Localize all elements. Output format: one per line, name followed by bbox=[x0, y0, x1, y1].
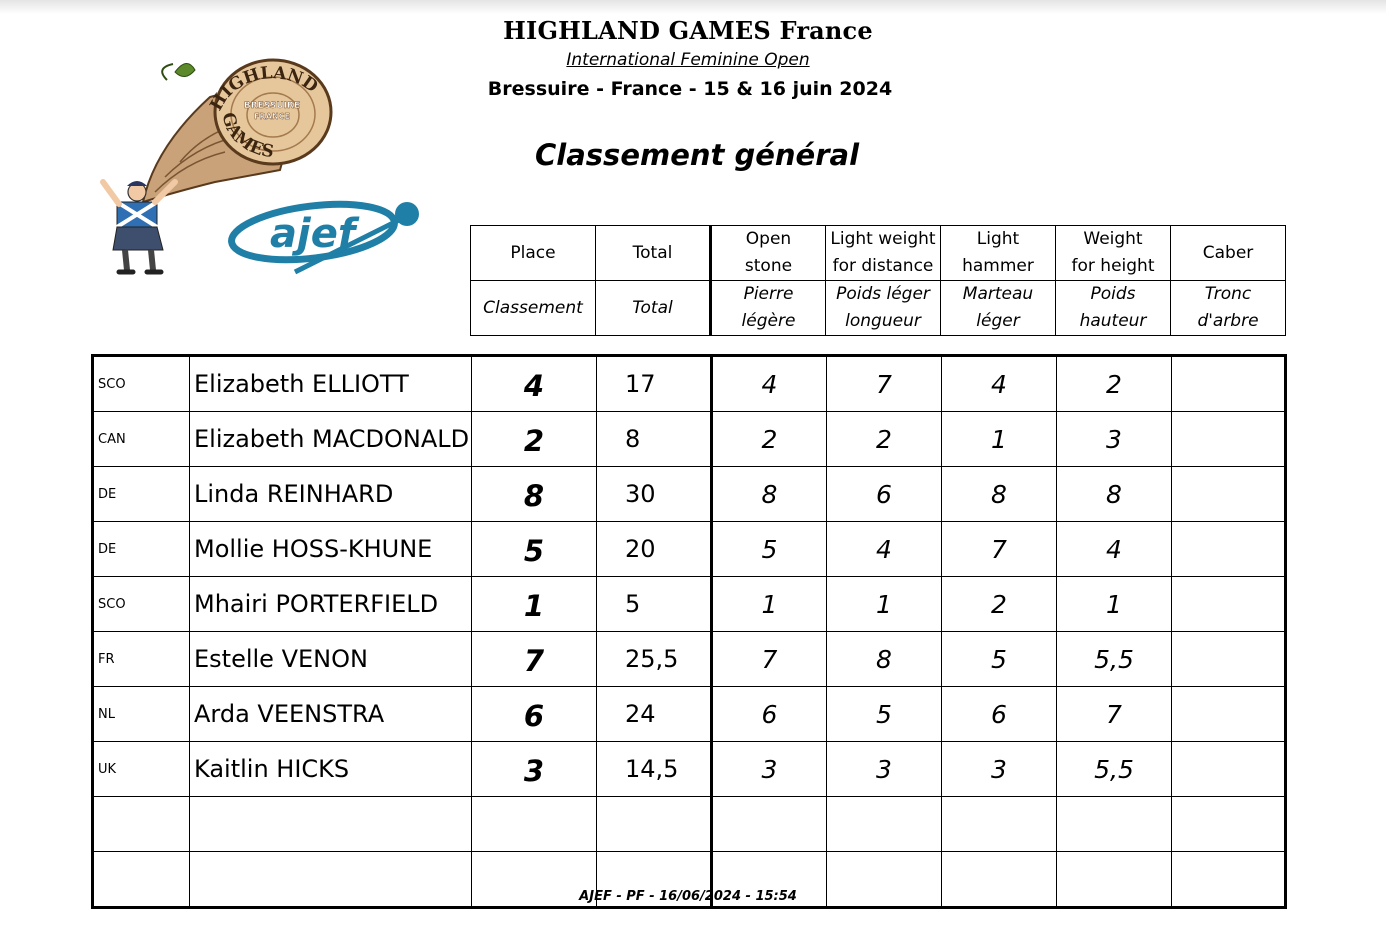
place: 4 bbox=[472, 356, 597, 412]
country-code bbox=[93, 797, 190, 852]
country-code: CAN bbox=[93, 412, 190, 467]
table-row bbox=[93, 577, 1286, 632]
weight-height-score: 4 bbox=[1057, 522, 1172, 577]
place: 2 bbox=[472, 412, 597, 467]
open-stone-score: 1 bbox=[712, 577, 827, 632]
weight-height-score: 1 bbox=[1057, 577, 1172, 632]
weight-height-score: 8 bbox=[1057, 467, 1172, 522]
ajef-logo-text: ajef bbox=[270, 211, 356, 257]
total-points: 20 bbox=[597, 522, 712, 577]
col-header-total-fr: Total bbox=[596, 281, 711, 336]
table-row bbox=[93, 687, 1286, 742]
top-shade bbox=[0, 0, 1386, 14]
light-hammer-score: 4 bbox=[942, 356, 1057, 412]
open-stone-score: 6 bbox=[712, 687, 827, 742]
athlete-name: Estelle VENON bbox=[190, 632, 472, 687]
place: 3 bbox=[472, 742, 597, 797]
col-header-caber: Caber bbox=[1171, 226, 1286, 281]
logo-text-bressuire: BRESSUIRE bbox=[243, 101, 301, 111]
open-stone-score: 5 bbox=[712, 522, 827, 577]
light-hammer-score: 6 bbox=[942, 687, 1057, 742]
open-stone-score: 7 bbox=[712, 632, 827, 687]
table-row bbox=[93, 742, 1286, 797]
light-weight-score: 2 bbox=[827, 412, 942, 467]
light-weight-score: 3 bbox=[827, 742, 942, 797]
table-row bbox=[93, 467, 1286, 522]
col-header-total: Total bbox=[596, 226, 711, 281]
footer-timestamp: AJEF - PF - 16/06/2024 - 15:54 bbox=[579, 889, 797, 904]
table-row bbox=[93, 356, 1286, 412]
total-points bbox=[597, 797, 712, 852]
highland-games-logo bbox=[95, 52, 430, 287]
athlete-name: Kaitlin HICKS bbox=[190, 742, 472, 797]
light-hammer-score: 2 bbox=[942, 577, 1057, 632]
total-points: 24 bbox=[597, 687, 712, 742]
caber-score bbox=[1172, 742, 1286, 797]
weight-height-score bbox=[1057, 797, 1172, 852]
country-code: DE bbox=[93, 467, 190, 522]
athlete-name bbox=[190, 797, 472, 852]
col-header-classement: Classement bbox=[471, 281, 596, 336]
caber-score bbox=[1172, 577, 1286, 632]
place: 5 bbox=[472, 522, 597, 577]
light-hammer-score: 3 bbox=[942, 742, 1057, 797]
col-header-pierre-legere: Pierre légère bbox=[711, 281, 826, 336]
country-code: SCO bbox=[93, 356, 190, 412]
caber-score bbox=[1172, 522, 1286, 577]
table-row bbox=[93, 522, 1286, 577]
logo-text-bottom: GAMES bbox=[217, 110, 276, 163]
logo-text-top: HIGHLAND bbox=[206, 63, 322, 115]
light-weight-score: 1 bbox=[827, 577, 942, 632]
country-code: NL bbox=[93, 687, 190, 742]
total-points: 14,5 bbox=[597, 742, 712, 797]
country-code: SCO bbox=[93, 577, 190, 632]
open-stone-score: 8 bbox=[712, 467, 827, 522]
open-stone-score: 3 bbox=[712, 742, 827, 797]
light-weight-score: 7 bbox=[827, 356, 942, 412]
table-row bbox=[93, 412, 1286, 467]
total-points: 25,5 bbox=[597, 632, 712, 687]
light-weight-score: 6 bbox=[827, 467, 942, 522]
event-location-date: Bressuire - France - 15 & 16 juin 2024 bbox=[487, 78, 893, 100]
light-weight-score: 8 bbox=[827, 632, 942, 687]
col-header-light-weight: Light weight for distance bbox=[826, 226, 941, 281]
col-header-poids-hauteur: Poids hauteur bbox=[1056, 281, 1171, 336]
country-code: UK bbox=[93, 742, 190, 797]
weight-height-score: 3 bbox=[1057, 412, 1172, 467]
caber-score bbox=[1172, 412, 1286, 467]
col-header-poids-leger: Poids léger longueur bbox=[826, 281, 941, 336]
page-subtitle: International Feminine Open bbox=[566, 50, 810, 70]
page-title: HIGHLAND GAMES France bbox=[503, 16, 873, 45]
athlete-name: Elizabeth ELLIOTT bbox=[190, 356, 472, 412]
logo-text-france: FRANCE bbox=[254, 112, 290, 121]
athlete-name: Elizabeth MACDONALD bbox=[190, 412, 472, 467]
results-table bbox=[91, 354, 1287, 909]
place: 6 bbox=[472, 687, 597, 742]
total-points: 8 bbox=[597, 412, 712, 467]
athlete-name: Mhairi PORTERFIELD bbox=[190, 577, 472, 632]
weight-height-score: 5,5 bbox=[1057, 742, 1172, 797]
athlete-name: Arda VEENSTRA bbox=[190, 687, 472, 742]
caber-score bbox=[1172, 797, 1286, 852]
place bbox=[472, 797, 597, 852]
light-weight-score: 4 bbox=[827, 522, 942, 577]
country-code: DE bbox=[93, 522, 190, 577]
col-header-open-stone: Open stone bbox=[711, 226, 826, 281]
col-header-marteau-leger: Marteau léger bbox=[941, 281, 1056, 336]
place: 1 bbox=[472, 577, 597, 632]
light-hammer-score bbox=[942, 797, 1057, 852]
light-weight-score: 5 bbox=[827, 687, 942, 742]
light-weight-score bbox=[827, 797, 942, 852]
caber-score bbox=[1172, 632, 1286, 687]
col-header-weight-height: Weight for height bbox=[1056, 226, 1171, 281]
weight-height-score: 7 bbox=[1057, 687, 1172, 742]
total-points: 30 bbox=[597, 467, 712, 522]
col-header-tronc-arbre: Tronc d'arbre bbox=[1171, 281, 1286, 336]
caber-score bbox=[1172, 467, 1286, 522]
country-code: FR bbox=[93, 632, 190, 687]
ranking-title: Classement général bbox=[535, 138, 860, 172]
total-points: 5 bbox=[597, 577, 712, 632]
light-hammer-score: 7 bbox=[942, 522, 1057, 577]
column-header-table bbox=[470, 225, 1286, 336]
open-stone-score: 2 bbox=[712, 412, 827, 467]
light-hammer-score: 5 bbox=[942, 632, 1057, 687]
table-row bbox=[93, 632, 1286, 687]
light-hammer-score: 8 bbox=[942, 467, 1057, 522]
place: 7 bbox=[472, 632, 597, 687]
caber-score bbox=[1172, 687, 1286, 742]
weight-height-score: 5,5 bbox=[1057, 632, 1172, 687]
col-header-place: Place bbox=[471, 226, 596, 281]
athlete-name: Mollie HOSS-KHUNE bbox=[190, 522, 472, 577]
table-row bbox=[93, 797, 1286, 852]
athlete-name: Linda REINHARD bbox=[190, 467, 472, 522]
open-stone-score bbox=[712, 797, 827, 852]
light-hammer-score: 1 bbox=[942, 412, 1057, 467]
weight-height-score: 2 bbox=[1057, 356, 1172, 412]
open-stone-score: 4 bbox=[712, 356, 827, 412]
col-header-light-hammer: Light hammer bbox=[941, 226, 1056, 281]
place: 8 bbox=[472, 467, 597, 522]
total-points: 17 bbox=[597, 356, 712, 412]
caber-score bbox=[1172, 356, 1286, 412]
